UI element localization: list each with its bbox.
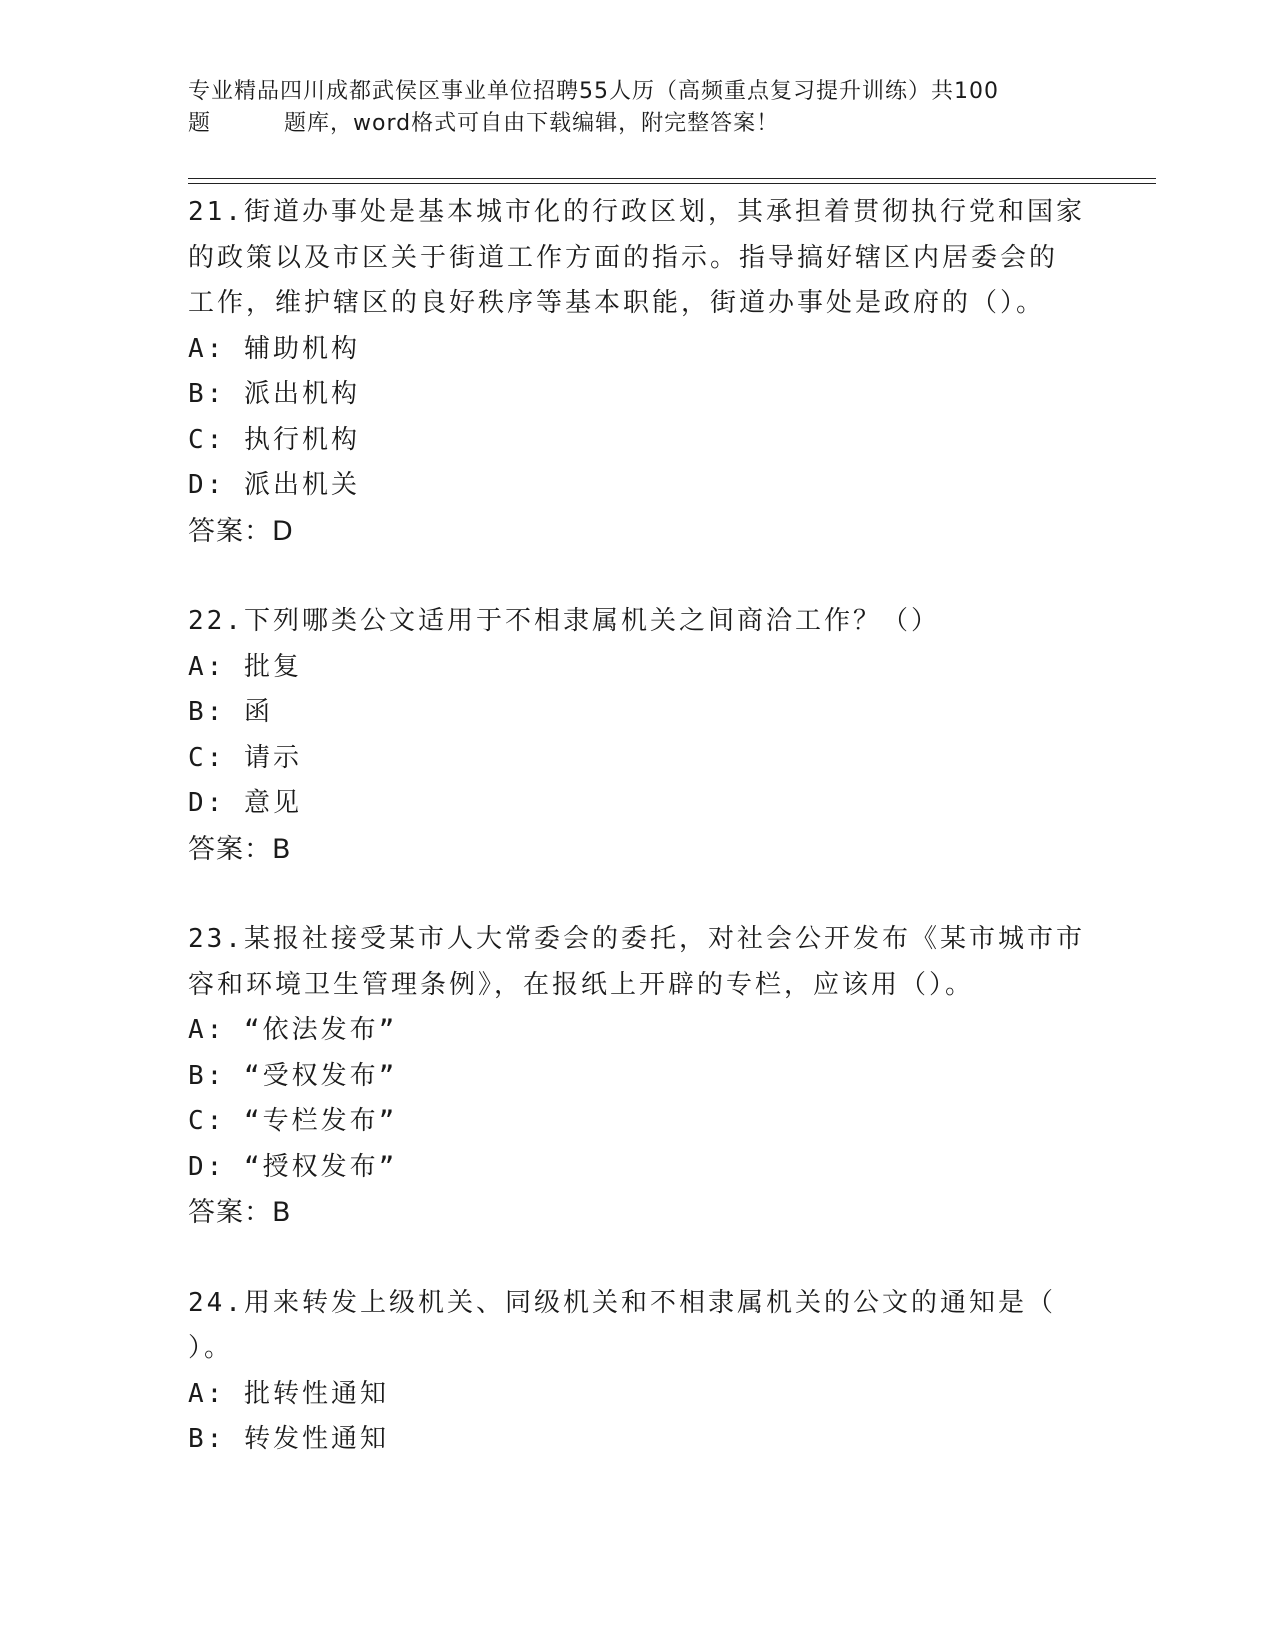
header-rule-top	[188, 178, 1156, 179]
option-c: C: 执行机构	[188, 424, 360, 455]
question-stem-line: 容和环境卫生管理条例》，在报纸上开辟的专栏，应该用（）。	[188, 969, 975, 1000]
question-list	[188, 190, 1088, 1463]
option-b: B: 转发性通知	[188, 1424, 389, 1454]
answer-line: 答案：B	[188, 833, 292, 865]
option-d: D: 派出机关	[188, 470, 360, 500]
question-21	[188, 190, 1088, 554]
question-stem-line: 23.某报社接受某市人大常委会的委托，对社会公开发布《某市城市市	[188, 924, 1085, 954]
header-title-line-2	[188, 108, 1088, 140]
question-24	[188, 1281, 1088, 1463]
question-stem-line: 22.下列哪类公文适用于不相隶属机关之间商洽工作？（）	[188, 606, 940, 636]
question-stem-line: 工作，维护辖区的良好秩序等基本职能，街道办事处是政府的（）。	[188, 288, 1046, 318]
header-subtitle: 题库，word格式可自由下载编辑，附完整答案！	[284, 111, 780, 136]
option-a: A: 批复	[188, 651, 302, 682]
option-c: C: “专栏发布”	[188, 1106, 398, 1136]
option-d: D: “授权发布”	[188, 1151, 398, 1182]
question-stem-line: ）。	[188, 1333, 234, 1363]
option-a: A: 批转性通知	[188, 1378, 389, 1409]
question-23	[188, 917, 1088, 1236]
option-b: B: 派出机构	[188, 379, 360, 409]
option-a: A: 辅助机构	[188, 333, 360, 364]
option-c: C: 请示	[188, 742, 302, 773]
option-d: D: 意见	[188, 788, 302, 818]
answer-line: 答案：D	[188, 515, 294, 547]
header-rule-bottom	[188, 183, 1156, 184]
answer-line: 答案：B	[188, 1197, 292, 1228]
question-stem-line: 的政策以及市区关于街道工作方面的指示。指导搞好辖区内居委会的	[188, 242, 1059, 273]
question-stem-line: 21.街道办事处是基本城市化的行政区划，其承担着贯彻执行党和国家	[188, 197, 1085, 227]
page-header	[188, 76, 1088, 140]
question-stem-line: 24.用来转发上级机关、同级机关和不相隶属机关的公文的通知是（	[188, 1287, 1056, 1318]
header-title-line-1: 专业精品四川成都武侯区事业单位招聘55人历（高频重点复习提升训练）共100	[188, 79, 999, 104]
option-a: A: “依法发布”	[188, 1015, 398, 1045]
header-title-tail: 题	[188, 111, 212, 136]
option-b: B: 函	[188, 697, 273, 727]
question-22	[188, 599, 1088, 872]
option-b: B: “受权发布”	[188, 1060, 398, 1091]
